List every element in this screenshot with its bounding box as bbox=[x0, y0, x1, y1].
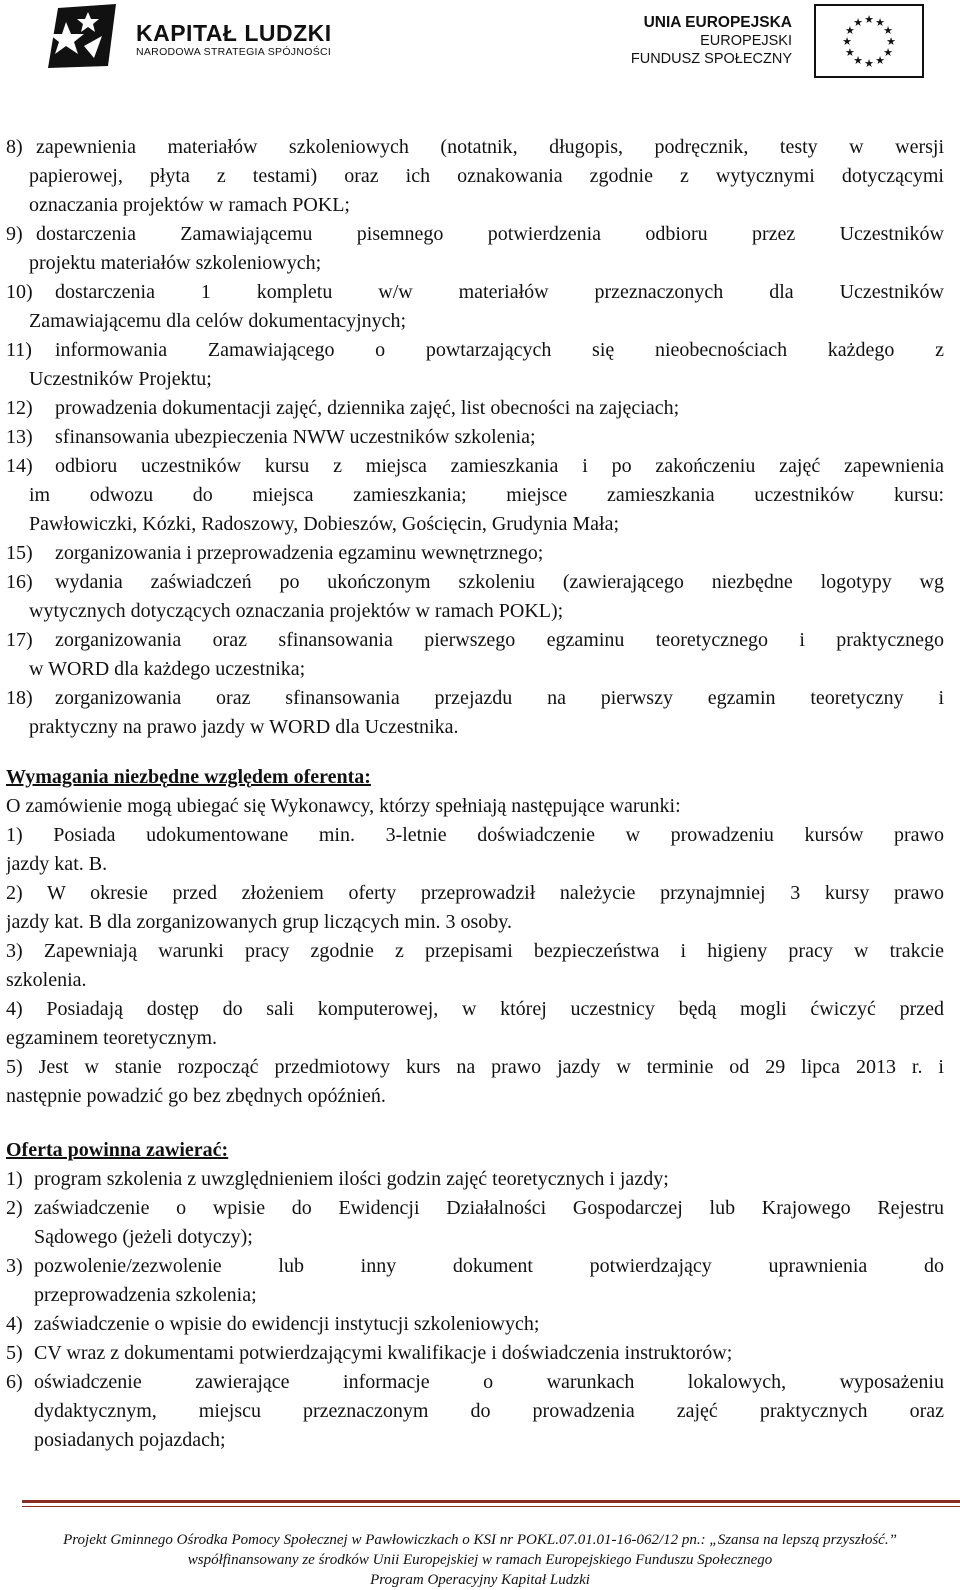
list-number: 2) bbox=[6, 1197, 23, 1219]
eu-star-icon: ★ bbox=[883, 25, 893, 37]
list-number: 10) bbox=[6, 281, 33, 303]
list-item-line: Pawłowiczki, Kózki, Radoszowy, Dobieszów, Gościęcin, Grudynia Mała; bbox=[29, 513, 620, 535]
footer-line-3: Program Operacyjny Kapitał Ludzki bbox=[370, 1572, 590, 1588]
kapital-ludzki-emblem-icon bbox=[44, 2, 120, 72]
footer-rule-thin bbox=[22, 1506, 960, 1507]
requirement-line: jazdy kat. B dla zorganizowanych grup liczących min. 3 osoby. bbox=[6, 911, 512, 933]
eu-star-icon: ★ bbox=[845, 25, 855, 37]
eu-line-3: FUNDUSZ SPOŁECZNY bbox=[630, 51, 792, 67]
list-item-line: wydania zaświadczeń po ukończonym szkoleniu (zawierającego niezbędne logotypy wg bbox=[55, 571, 944, 593]
offer-heading: Oferta powinna zawierać: bbox=[6, 1139, 229, 1161]
list-item-line: w WORD dla każdego uczestnika; bbox=[29, 658, 306, 680]
list-number: 17) bbox=[6, 629, 33, 651]
requirement-line: 2) W okresie przed złożeniem oferty przeprowadził należycie przynajmniej 3 kursy prawo bbox=[6, 882, 944, 904]
list-item-line: zorganizowania i przeprowadzenia egzaminu wewnętrznego; bbox=[55, 542, 544, 564]
list-item-line: papierowej, płyta z testami) oraz ich oznakowania zgodnie z wytycznymi dotyczącymi bbox=[29, 165, 944, 187]
offer-item-line: program szkolenia z uwzględnieniem ilości godzin zajęć teoretycznych i jazdy; bbox=[34, 1168, 669, 1190]
requirement-line: 3) Zapewniają warunki pracy zgodnie z przepisami bezpieczeństwa i higieny pracy w trakcie bbox=[6, 940, 944, 962]
list-item-line: dostarczenia Zamawiającemu pisemnego potwierdzenia odbioru przez Uczestników bbox=[36, 223, 944, 245]
list-number: 16) bbox=[6, 571, 33, 593]
requirement-line: 1) Posiada udokumentowane min. 3-letnie doświadczenie w prowadzeniu kursów prawo bbox=[6, 824, 944, 846]
requirements-heading: Wymagania niezbędne względem oferenta: bbox=[6, 766, 371, 788]
offer-item-line: zaświadczenie o wpisie do Ewidencji Działalności Gospodarczej lub Krajowego Rejestru bbox=[34, 1197, 944, 1219]
eu-line-2: EUROPEJSKI bbox=[700, 33, 792, 49]
eu-star-icon: ★ bbox=[842, 36, 852, 48]
offer-item-line: oświadczenie zawierające informacje o warunkach lokalowych, wyposażeniu bbox=[34, 1371, 944, 1393]
list-item-line: zapewnienia materiałów szkoleniowych (notatnik, długopis, podręcznik, testy w wersji bbox=[36, 136, 944, 158]
list-number: 6) bbox=[6, 1371, 23, 1393]
list-number: 9) bbox=[6, 223, 23, 245]
page-footer bbox=[0, 1530, 960, 1590]
footer-line-1: Projekt Gminnego Ośrodka Pomocy Społecznej w Pawłowiczkach o KSI nr POKL.07.01.01-16-062/12 pn.: „Szansa na lepszą przyszłość.” bbox=[63, 1532, 897, 1548]
list-item-line: Uczestników Projektu; bbox=[29, 368, 212, 390]
list-number: 12) bbox=[6, 397, 33, 419]
list-number: 14) bbox=[6, 455, 33, 477]
list-item-line: zorganizowania oraz sfinansowania przejazdu na pierwszy egzamin teoretyczny i bbox=[55, 687, 944, 709]
list-item-line: projektu materiałów szkoleniowych; bbox=[29, 252, 322, 274]
offer-item-line: CV wraz z dokumentami potwierdzającymi kwalifikacje i doświadczenia instruktorów; bbox=[34, 1342, 733, 1364]
list-number: 5) bbox=[6, 1342, 23, 1364]
list-number: 1) bbox=[6, 1168, 23, 1190]
eu-star-icon: ★ bbox=[853, 55, 863, 68]
offer-item-line: pozwolenie/zezwolenie lub inny dokument potwierdzający uprawnienia do bbox=[34, 1255, 944, 1277]
offer-item-line: Sądowego (jeżeli dotyczy); bbox=[34, 1226, 253, 1248]
eu-logo-text bbox=[631, 14, 792, 68]
eu-star-icon: ★ bbox=[864, 58, 874, 70]
offer-item-line: posiadanych pojazdach; bbox=[34, 1429, 226, 1451]
footer-rule-thick bbox=[22, 1500, 960, 1503]
offer-item-line: dydaktycznym, miejscu przeznaczonym do prowadzenia zajęć praktycznych oraz bbox=[34, 1400, 944, 1422]
list-item-line: wytycznych dotyczących oznaczania projektów w ramach POKL); bbox=[29, 600, 564, 622]
eu-flag-icon bbox=[814, 4, 924, 78]
list-item-line: oznaczania projektów w ramach POKL; bbox=[29, 194, 350, 216]
page-header bbox=[0, 0, 960, 90]
list-item-line: odbioru uczestników kursu z miejsca zamieszkania i po zakończeniu zajęć zapewnienia bbox=[55, 455, 944, 477]
list-item-line: im odwozu do miejsca zamieszkania; miejsce zamieszkania uczestników kursu: bbox=[29, 484, 944, 506]
kapital-ludzki-subtitle: NARODOWA STRATEGIA SPÓJNOŚCI bbox=[136, 46, 332, 58]
offer-item-line: zaświadczenie o wpisie do ewidencji instytucji szkoleniowych; bbox=[34, 1313, 540, 1335]
list-number: 18) bbox=[6, 687, 33, 709]
eu-star-icon: ★ bbox=[875, 16, 885, 29]
list-number: 4) bbox=[6, 1313, 23, 1335]
requirement-line: 4) Posiadają dostęp do sali komputerowej, w której uczestnicy będą mogli ćwiczyć przed bbox=[6, 998, 944, 1020]
eu-line-1: UNIA EUROPEJSKA bbox=[643, 14, 792, 31]
list-item-line: prowadzenia dokumentacji zajęć, dziennika zajęć, list obecności na zajęciach; bbox=[55, 397, 680, 419]
requirement-line: 5) Jest w stanie rozpocząć przedmiotowy kurs na prawo jazdy w terminie od 29 lipca 2013 r. i bbox=[6, 1056, 944, 1078]
eu-star-icon: ★ bbox=[886, 36, 896, 48]
requirement-line: jazdy kat. B. bbox=[6, 853, 108, 875]
requirement-line: egzaminem teoretycznym. bbox=[6, 1027, 218, 1049]
kapital-ludzki-title: KAPITAŁ LUDZKI bbox=[136, 20, 332, 46]
eu-star-icon: ★ bbox=[883, 47, 893, 59]
list-item-line: informowania Zamawiającego o powtarzających się nieobecnościach każdego z bbox=[55, 339, 944, 361]
eu-star-icon: ★ bbox=[845, 47, 855, 59]
requirement-line: następnie powadzić go bez zbędnych opóźnień. bbox=[6, 1085, 386, 1107]
eu-star-icon: ★ bbox=[853, 16, 863, 29]
offer-item-line: przeprowadzenia szkolenia; bbox=[34, 1284, 257, 1306]
list-number: 13) bbox=[6, 426, 33, 448]
list-item-line: sfinansowania ubezpieczenia NWW uczestników szkolenia; bbox=[55, 426, 536, 448]
requirements-intro: O zamówienie mogą ubiegać się Wykonawcy, którzy spełniają następujące warunki: bbox=[6, 795, 681, 817]
list-item-line: praktyczny na prawo jazdy w WORD dla Uczestnika. bbox=[29, 716, 459, 738]
list-number: 11) bbox=[6, 339, 32, 361]
footer-line-2: współfinansowany ze środków Unii Europejskiej w ramach Europejskiego Funduszu Społecznego bbox=[187, 1552, 773, 1568]
list-number: 8) bbox=[6, 136, 23, 158]
list-number: 15) bbox=[6, 542, 33, 564]
eu-star-icon: ★ bbox=[864, 14, 874, 26]
list-number: 3) bbox=[6, 1255, 23, 1277]
kapital-ludzki-logo bbox=[44, 2, 364, 72]
eu-star-icon: ★ bbox=[875, 55, 885, 68]
list-item-line: Zamawiającemu dla celów dokumentacyjnych; bbox=[29, 310, 407, 332]
list-item-line: zorganizowania oraz sfinansowania pierwszego egzaminu teoretycznego i praktycznego bbox=[55, 629, 944, 651]
requirement-line: szkolenia. bbox=[6, 969, 87, 991]
list-item-line: dostarczenia 1 kompletu w/w materiałów przeznaczonych dla Uczestników bbox=[55, 281, 944, 303]
